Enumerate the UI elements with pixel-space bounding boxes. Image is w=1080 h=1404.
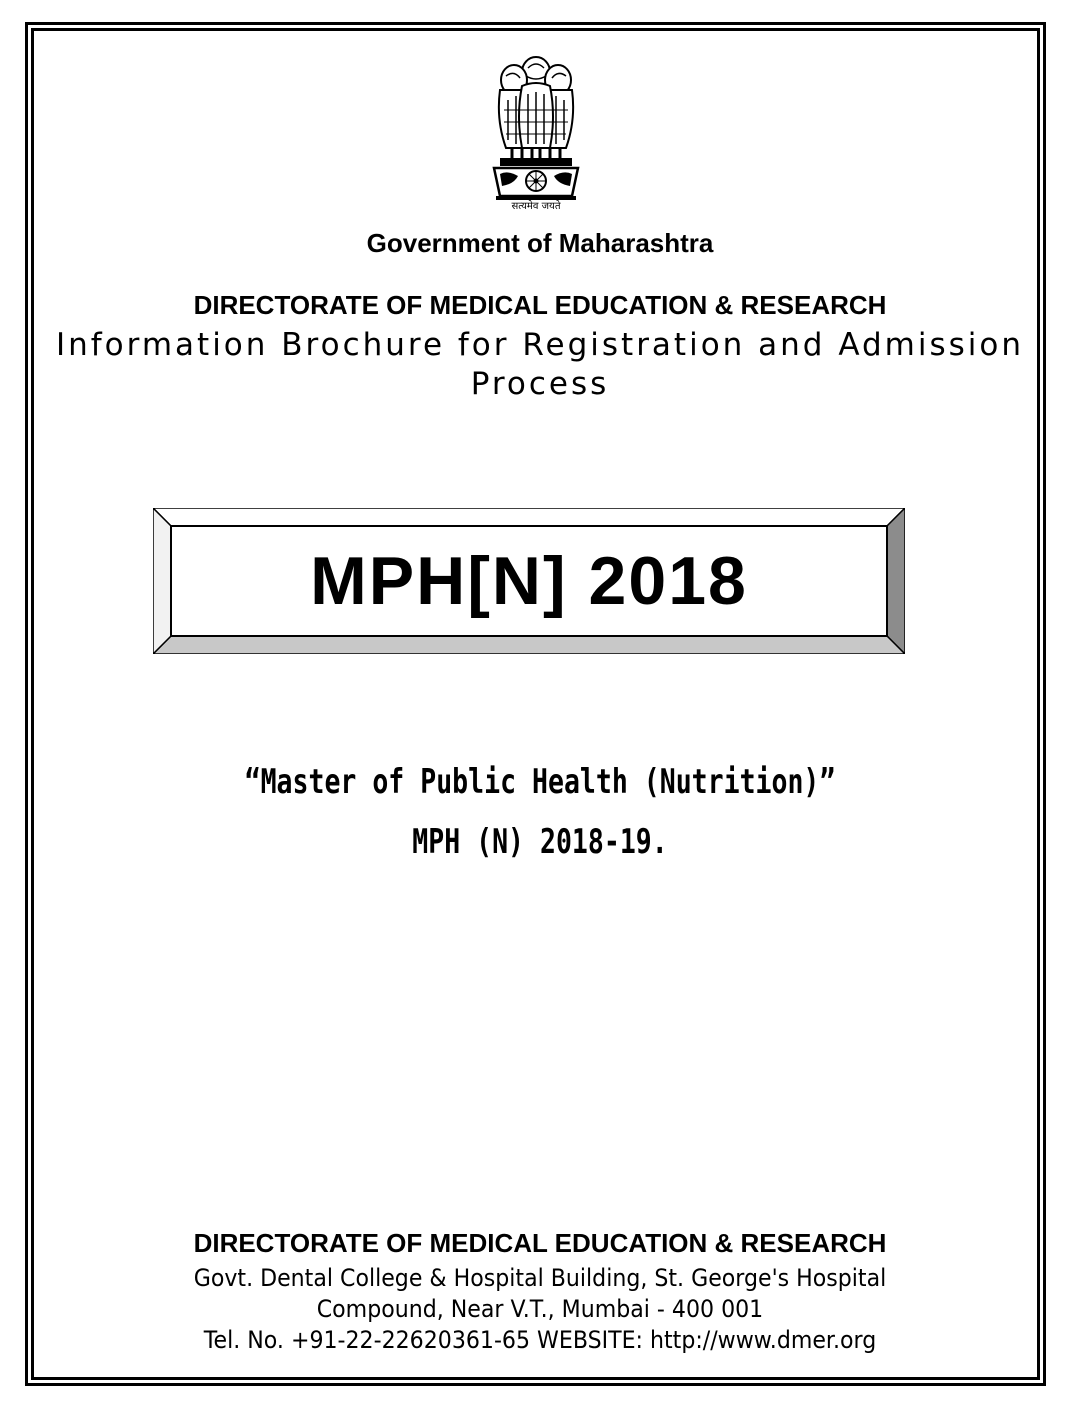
- emblem-motto: सत्यमेव जयते: [511, 201, 561, 210]
- contact-line: Tel. No. +91-22-22620361-65 WEBSITE: http://www.dmer.org: [203, 1326, 877, 1354]
- footer-directorate: DIRECTORATE OF MEDICAL EDUCATION & RESEARCH: [193, 1228, 887, 1258]
- brochure-title: Information Brochure for Registration and Admission Process: [55, 327, 1025, 402]
- government-name: Government of Maharashtra: [366, 228, 714, 258]
- address-line-1: Govt. Dental College & Hospital Building, St. George's Hospital: [193, 1264, 887, 1292]
- address-line-2: Compound, Near V.T., Mumbai - 400 001: [316, 1295, 764, 1323]
- national-emblem-icon: [478, 50, 594, 210]
- course-code: MPH (N) 2018-19.: [412, 822, 668, 862]
- program-title: MPH[N] 2018: [310, 543, 748, 619]
- course-name: “Master of Public Health (Nutrition)”: [244, 762, 836, 802]
- directorate-heading: DIRECTORATE OF MEDICAL EDUCATION & RESEARCH: [193, 290, 887, 320]
